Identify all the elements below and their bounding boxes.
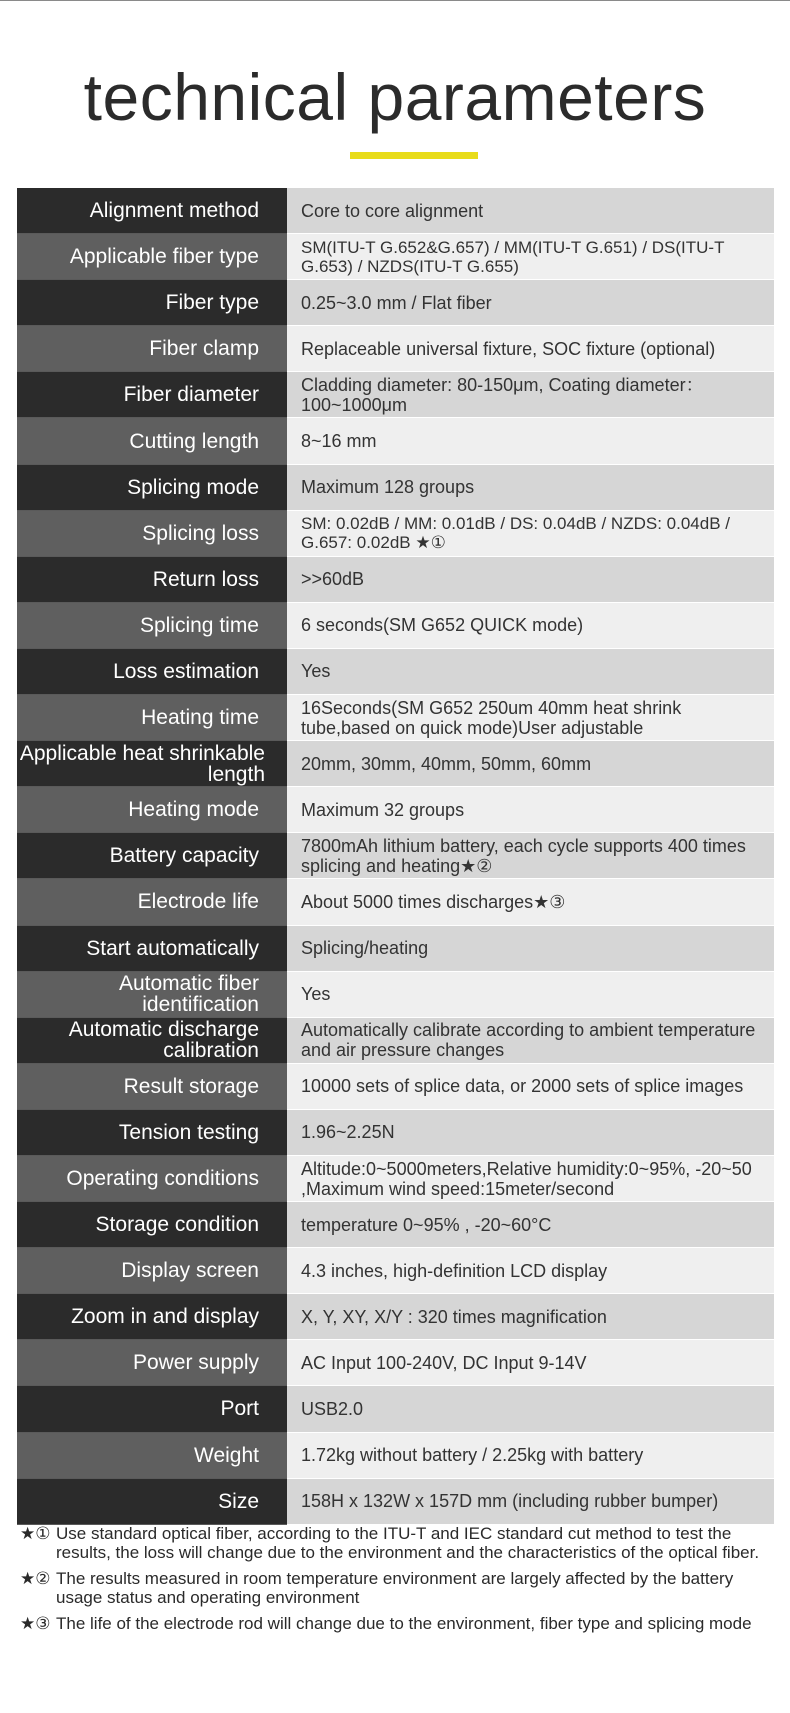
spec-value: Core to core alignment	[287, 188, 774, 234]
spec-label: Electrode life	[17, 879, 287, 925]
footnotes	[20, 1524, 775, 1640]
spec-row-tension-testing	[17, 1110, 774, 1156]
spec-value: 8~16 mm	[287, 418, 774, 464]
spec-value: Maximum 32 groups	[287, 787, 774, 833]
spec-row-weight	[17, 1433, 774, 1479]
spec-row-splicing-time	[17, 603, 774, 649]
spec-value: SM(ITU-T G.652&G.657) / MM(ITU-T G.651) / DS(ITU-T G.653) / NZDS(ITU-T G.655)	[287, 234, 774, 280]
title-underline	[350, 152, 478, 159]
spec-label: Zoom in and display	[17, 1294, 287, 1340]
spec-row-port	[17, 1386, 774, 1432]
footnote-2	[20, 1569, 775, 1607]
spec-row-alignment-method	[17, 188, 774, 234]
footnote-text: The life of the electrode rod will change due to the environment, fiber type and splicing mode	[56, 1614, 752, 1633]
spec-row-automatic-discharge-calibration	[17, 1018, 774, 1064]
spec-row-start-automatically	[17, 926, 774, 972]
spec-row-fiber-diameter	[17, 372, 774, 418]
spec-row-power-supply	[17, 1340, 774, 1386]
spec-label: Start automatically	[17, 926, 287, 972]
spec-row-electrode-life	[17, 879, 774, 925]
page-title: technical parameters	[83, 60, 707, 134]
spec-value: 16Seconds(SM G652 250um 40mm heat shrink tube,based on quick mode)User adjustable	[287, 695, 774, 741]
spec-label: Battery capacity	[17, 833, 287, 879]
spec-value: Replaceable universal fixture, SOC fixture (optional)	[287, 326, 774, 372]
spec-value: Automatically calibrate according to ambient temperature and air pressure changes	[287, 1018, 774, 1064]
spec-label: Weight	[17, 1433, 287, 1479]
spec-value: 10000 sets of splice data, or 2000 sets of splice images	[287, 1064, 774, 1110]
spec-value: About 5000 times discharges★③	[287, 879, 774, 925]
spec-label: Fiber clamp	[17, 326, 287, 372]
spec-value: 0.25~3.0 mm / Flat fiber	[287, 280, 774, 326]
spec-label: Result storage	[17, 1064, 287, 1110]
spec-row-cutting-length	[17, 418, 774, 464]
spec-label: Heating mode	[17, 787, 287, 833]
spec-value: AC Input 100-240V, DC Input 9-14V	[287, 1340, 774, 1386]
spec-row-splicing-loss	[17, 511, 774, 557]
spec-row-operating-conditions	[17, 1156, 774, 1202]
spec-label: Alignment method	[17, 188, 287, 234]
spec-label: Storage condition	[17, 1202, 287, 1248]
spec-label: Fiber diameter	[17, 372, 287, 418]
footnote-text: Use standard optical fiber, according to the ITU-T and IEC standard cut method to test the results, the loss will change due to the environment and the characteristics of the optical fiber.	[56, 1524, 760, 1562]
spec-value: Altitude:0~5000meters,Relative humidity:0~95%, -20~50 ,Maximum wind speed:15meter/second	[287, 1156, 774, 1202]
top-divider	[0, 0, 790, 1]
spec-value: Splicing/heating	[287, 926, 774, 972]
spec-row-storage-condition	[17, 1202, 774, 1248]
spec-value: >>60dB	[287, 557, 774, 603]
spec-row-battery-capacity	[17, 833, 774, 879]
spec-row-display-screen	[17, 1248, 774, 1294]
spec-label: Port	[17, 1386, 287, 1432]
spec-row-return-loss	[17, 557, 774, 603]
spec-label: Heating time	[17, 695, 287, 741]
spec-label: Return loss	[17, 557, 287, 603]
footnote-1	[20, 1524, 775, 1562]
spec-label: Power supply	[17, 1340, 287, 1386]
spec-value: 158H x 132W x 157D mm (including rubber bumper)	[287, 1479, 774, 1525]
spec-label: Automatic discharge calibration	[17, 1018, 287, 1064]
spec-label: Size	[17, 1479, 287, 1525]
spec-label: Loss estimation	[17, 649, 287, 695]
spec-row-zoom-in-and-display	[17, 1294, 774, 1340]
spec-value: Maximum 128 groups	[287, 465, 774, 511]
spec-label: Fiber type	[17, 280, 287, 326]
spec-value: 4.3 inches, high-definition LCD display	[287, 1248, 774, 1294]
footnote-3	[20, 1614, 775, 1633]
footnote-mark: ★①	[20, 1524, 51, 1543]
spec-value: 1.72kg without battery / 2.25kg with battery	[287, 1433, 774, 1479]
spec-label: Display screen	[17, 1248, 287, 1294]
spec-value: Yes	[287, 972, 774, 1018]
spec-row-heating-mode	[17, 787, 774, 833]
footnote-mark: ★②	[20, 1569, 51, 1588]
spec-label: Splicing mode	[17, 465, 287, 511]
spec-row-fiber-type	[17, 280, 774, 326]
spec-row-result-storage	[17, 1064, 774, 1110]
spec-row-heating-time	[17, 695, 774, 741]
footnote-text: The results measured in room temperature environment are largely affected by the battery usage status and operating environment	[56, 1569, 734, 1607]
spec-row-loss-estimation	[17, 649, 774, 695]
spec-table	[17, 188, 774, 1525]
spec-row-applicable-heat-shrinkable-length	[17, 741, 774, 787]
spec-value: Cladding diameter: 80-150μm, Coating diameter：100~1000μm	[287, 372, 774, 418]
spec-label: Splicing loss	[17, 511, 287, 557]
footnote-mark: ★③	[20, 1614, 51, 1633]
spec-value: USB2.0	[287, 1386, 774, 1432]
spec-value: SM: 0.02dB / MM: 0.01dB / DS: 0.04dB / NZDS: 0.04dB / G.657: 0.02dB ★①	[287, 511, 774, 557]
spec-value: X, Y, XY, X/Y : 320 times magnification	[287, 1294, 774, 1340]
spec-row-splicing-mode	[17, 465, 774, 511]
spec-row-fiber-clamp	[17, 326, 774, 372]
spec-label: Automatic fiber identification	[17, 972, 287, 1018]
spec-label: Cutting length	[17, 418, 287, 464]
spec-row-automatic-fiber-identification	[17, 972, 774, 1018]
spec-row-applicable-fiber-type	[17, 234, 774, 280]
spec-label: Operating conditions	[17, 1156, 287, 1202]
spec-value: Yes	[287, 649, 774, 695]
spec-value: 7800mAh lithium battery, each cycle supports 400 times splicing and heating★②	[287, 833, 774, 879]
spec-value: 1.96~2.25N	[287, 1110, 774, 1156]
spec-label: Tension testing	[17, 1110, 287, 1156]
spec-label: Splicing time	[17, 603, 287, 649]
spec-value: 20mm, 30mm, 40mm, 50mm, 60mm	[287, 741, 774, 787]
spec-row-size	[17, 1479, 774, 1525]
spec-label: Applicable fiber type	[17, 234, 287, 280]
spec-value: temperature 0~95% , -20~60°C	[287, 1202, 774, 1248]
spec-label: Applicable heat shrinkable length	[17, 741, 287, 787]
spec-value: 6 seconds(SM G652 QUICK mode)	[287, 603, 774, 649]
